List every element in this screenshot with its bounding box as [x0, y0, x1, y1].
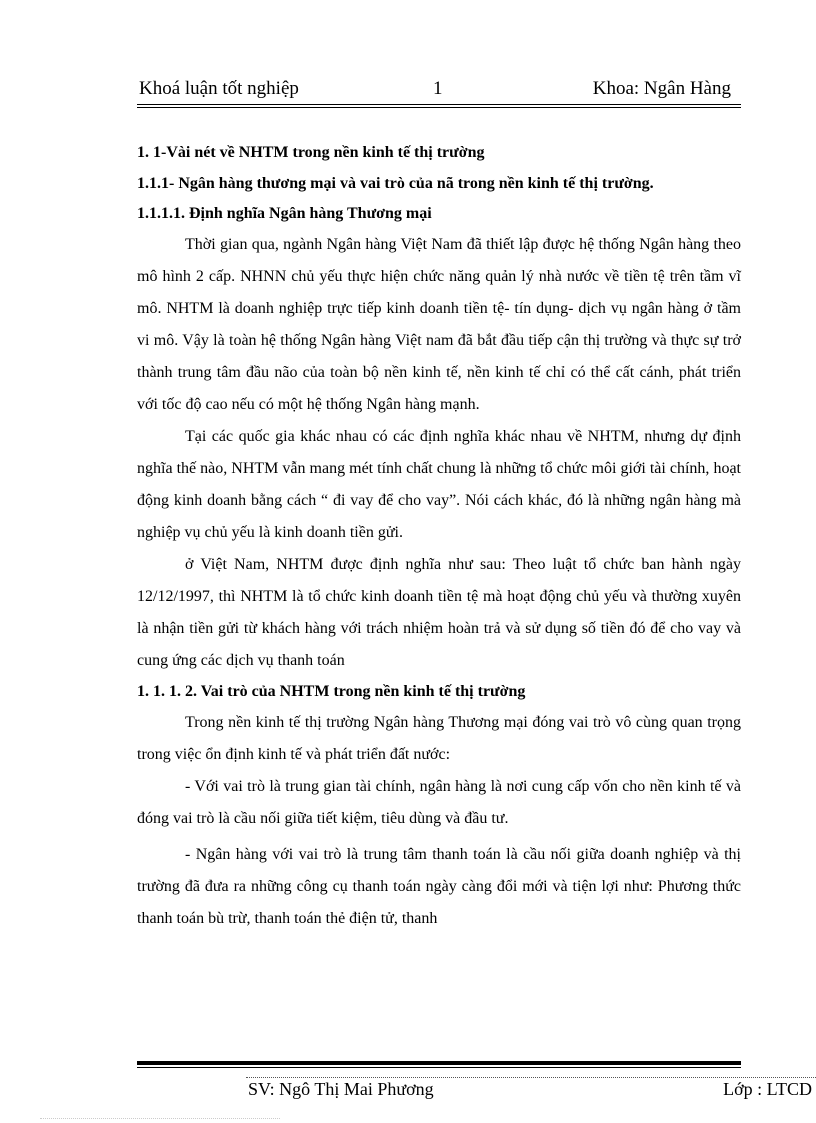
- paragraph-vietnam-definition: ở Việt Nam, NHTM được định nghĩa như sau: Theo luật tổ chức ban hành ngày 12/12/1997, thì NHTM là tổ chức kinh doanh tiền tệ mà hoạt động chủ yếu và thường xuyên là nhận tiền gửi từ khách hàng với trách nhiệm hoàn trả và sử dụng số tiền đó để cho vay và cung ứng các dịch vụ thanh toán: [137, 556, 741, 669]
- paragraph-international-definitions: Tại các quốc gia khác nhau có các định nghĩa khác nhau về NHTM, nhưng dự định nghĩa thế nào, NHTM vẫn mang mét tính chất chung là những tổ chức môi giới tài chính, hoạt động kinh doanh bằng cách “ đi vay để cho vay”. Nói cách khác, đó là những ngân hàng mà nghiệp vụ chủ yếu là kinh doanh tiền gửi.: [137, 428, 741, 541]
- bottom-dotted-rule: [40, 1118, 280, 1119]
- section-heading-1-1-1-1: 1.1.1.1. Định nghĩa Ngân hàng Thương mại: [137, 205, 432, 222]
- paragraph-role-intro: Trong nền kinh tế thị trường Ngân hàng Thương mại đóng vai trò vô cùng quan trọng trong việc ổn định kinh tế và phát triển đất nước:: [137, 714, 741, 763]
- section-heading-1-1-1-2: 1. 1. 1. 2. Vai trò của NHTM trong nền kinh tế thị trường: [137, 683, 526, 700]
- page-number: 1: [433, 78, 443, 99]
- paragraph-role-financial-intermediary: - Với vai trò là trung gian tài chính, ngân hàng là nơi cung cấp vốn cho nền kinh tế và đóng vai trò là cầu nối giữa tiết kiệm, tiêu dùng và đầu tư.: [137, 778, 741, 827]
- header-thesis-title: Khoá luận tốt nghiệp: [139, 78, 299, 99]
- section-heading-1-1: 1.1.1- Ngân hàng thương mại và vai trò của nã trong nền kinh tế thị trường.: [137, 175, 654, 192]
- footer-divider-thin: [137, 1067, 741, 1068]
- footer-student-name: SV: Ngô Thị Mai Phương: [248, 1079, 434, 1099]
- header-divider-secondary: [137, 107, 741, 108]
- page-header: [137, 76, 741, 104]
- footer-class: Lớp : LTCD: [723, 1079, 812, 1099]
- footer-divider-thick: [137, 1061, 741, 1065]
- footer-dotted-rule: [246, 1077, 816, 1078]
- header-divider: [137, 104, 741, 105]
- paragraph-role-payment-center: - Ngân hàng với vai trò là trung tâm thanh toán là cầu nối giữa doanh nghiệp và thị trường đã đưa ra những công cụ thanh toán ngày càng đổi mới và tiện lợi như: Phương thức thanh toán bù trừ, thanh toán thẻ điện tử, thanh: [137, 846, 741, 927]
- section-heading-1: 1. 1-Vài nét về NHTM trong nền kinh tế thị trường: [137, 144, 485, 161]
- header-faculty: Khoa: Ngân Hàng: [592, 78, 731, 99]
- page-body: [137, 138, 741, 935]
- paragraph-definition: Thời gian qua, ngành Ngân hàng Việt Nam đã thiết lập được hệ thống Ngân hàng theo mô hình 2 cấp. NHNN chủ yếu thực hiện chức năng quản lý nhà nước về tiền tệ trên tầm vĩ mô. NHTM là doanh nghiệp trực tiếp kinh doanh tiền tệ- tín dụng- dịch vụ ngân hàng ở tầm vi mô. Vậy là toàn hệ thống Ngân hàng Việt nam đã bắt đầu tiếp cận thị trường và thực sự trở thành trung tâm đầu não của toàn bộ nền kinh tế, nền kinh tế chỉ có thể cất cánh, phát triển với tốc độ cao nếu có một hệ thống Ngân hàng mạnh.: [137, 236, 741, 413]
